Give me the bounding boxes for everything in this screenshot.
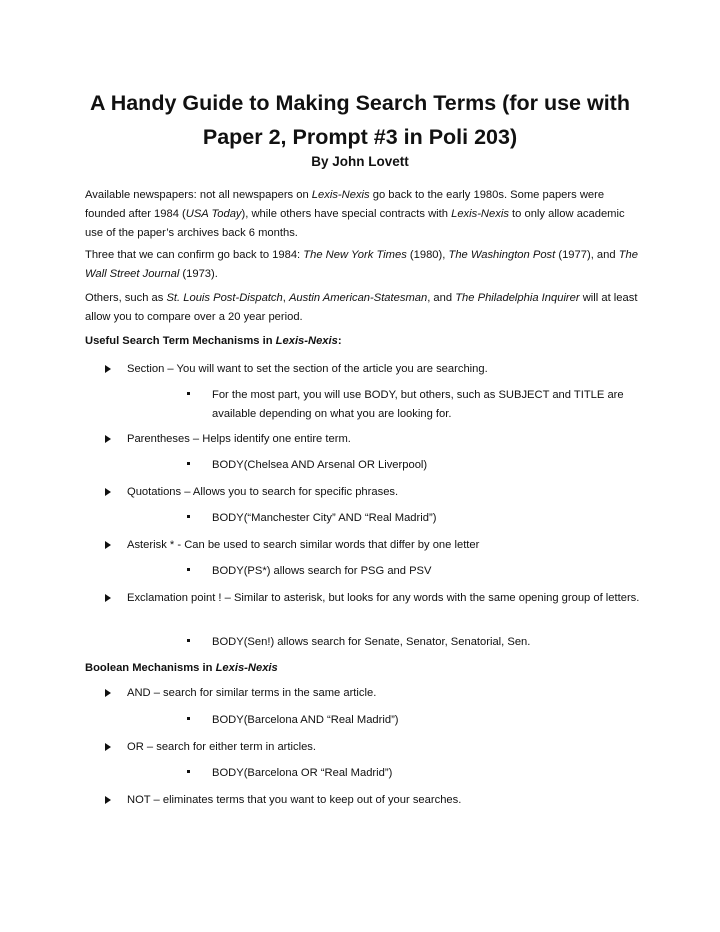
section-heading-boolean-mechanisms: Boolean Mechanisms in Lexis-Nexis — [85, 662, 278, 674]
square-bullet-icon — [187, 515, 190, 518]
list-item-parentheses: Parentheses – Helps identify one entire term. — [105, 430, 645, 449]
triangle-bullet-icon — [105, 435, 111, 443]
sub-item-or: BODY(Barcelona OR “Real Madrid”) — [187, 764, 647, 783]
section-heading-search-mechanisms: Useful Search Term Mechanisms in Lexis-Nexis: — [85, 335, 342, 347]
triangle-bullet-icon — [105, 594, 111, 602]
paragraph-available-newspapers: Available newspapers: not all newspapers on Lexis-Nexis go back to the early 1980s. Some papers were founded after 1984 (USA Today), while others have special contracts with Lexis-Nexis to only allow academic use of the paper’s archives back 6 months. — [85, 189, 625, 239]
sub-item-parentheses: BODY(Chelsea AND Arsenal OR Liverpool) — [187, 456, 647, 475]
triangle-bullet-icon — [105, 488, 111, 496]
list-item-exclamation: Exclamation point ! – Similar to asterisk, but looks for any words with the same opening group of letters. — [105, 589, 645, 608]
square-bullet-icon — [187, 717, 190, 720]
list-item-and: AND – search for similar terms in the same article. — [105, 684, 645, 703]
sub-item-quotations: BODY(“Manchester City” AND “Real Madrid”) — [187, 509, 647, 528]
triangle-bullet-icon — [105, 796, 111, 804]
triangle-bullet-icon — [105, 365, 111, 373]
sub-item-asterisk: BODY(PS*) allows search for PSG and PSV — [187, 562, 647, 581]
sub-item-and: BODY(Barcelona AND “Real Madrid”) — [187, 711, 647, 730]
list-item-quotations: Quotations – Allows you to search for specific phrases. — [105, 483, 645, 502]
square-bullet-icon — [187, 770, 190, 773]
paragraph-confirmed-papers: Three that we can confirm go back to 1984: The New York Times (1980), The Washington Post (1977), and The Wall Street Journal (1973). — [85, 249, 638, 280]
triangle-bullet-icon — [105, 689, 111, 697]
square-bullet-icon — [187, 639, 190, 642]
document-title: A Handy Guide to Making Search Terms (for use with Paper 2, Prompt #3 in Poli 203) — [90, 91, 630, 149]
list-item-section: Section – You will want to set the section of the article you are searching. — [105, 360, 645, 379]
triangle-bullet-icon — [105, 541, 111, 549]
triangle-bullet-icon — [105, 743, 111, 751]
list-item-or: OR – search for either term in articles. — [105, 738, 645, 757]
list-item-asterisk: Asterisk * - Can be used to search similar words that differ by one letter — [105, 536, 645, 555]
square-bullet-icon — [187, 568, 190, 571]
square-bullet-icon — [187, 392, 190, 395]
sub-item-section: For the most part, you will use BODY, but others, such as SUBJECT and TITLE are available depending on what you are looking for. — [187, 386, 647, 424]
square-bullet-icon — [187, 462, 190, 465]
sub-item-exclamation: BODY(Sen!) allows search for Senate, Senator, Senatorial, Sen. — [187, 633, 647, 652]
paragraph-other-papers: Others, such as St. Louis Post-Dispatch, Austin American-Statesman, and The Philadelphia Inquirer will at least allow you to compare over a 20 year period. — [85, 292, 638, 323]
list-item-not: NOT – eliminates terms that you want to keep out of your searches. — [105, 791, 645, 810]
author-byline: By John Lovett — [311, 154, 409, 169]
